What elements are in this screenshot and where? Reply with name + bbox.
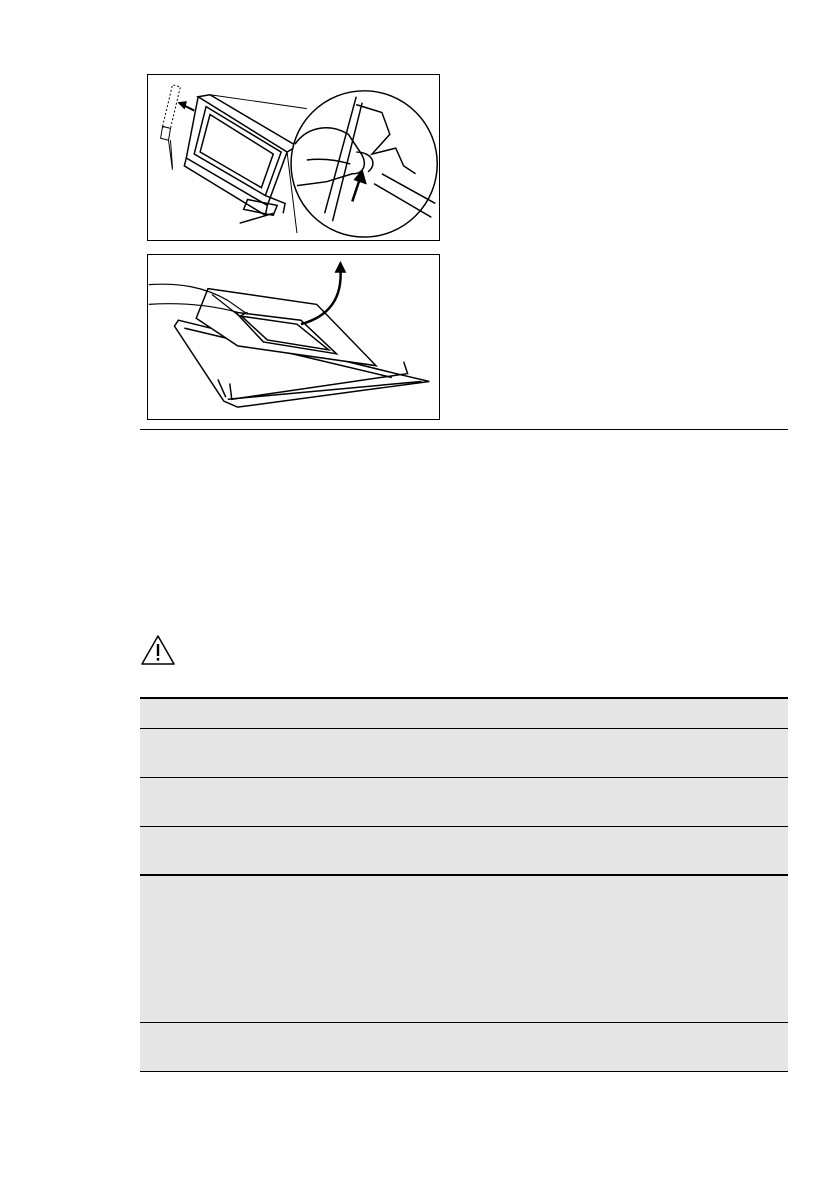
table-row — [140, 1023, 788, 1072]
warning-triangle-icon — [140, 634, 176, 666]
table-row — [140, 827, 788, 876]
table-row — [140, 778, 788, 827]
table-row — [140, 729, 788, 778]
table-header-row — [140, 699, 788, 729]
table-row — [140, 876, 788, 1023]
glass-panel — [196, 289, 376, 366]
door-trim-part — [161, 85, 181, 170]
door-glass-lift-out-illustration — [147, 254, 440, 420]
section-divider — [140, 429, 788, 430]
door-panel — [184, 95, 297, 223]
info-table — [140, 697, 788, 1072]
door-panel-removal-illustration — [147, 74, 440, 241]
pull-arrow-left — [178, 102, 194, 111]
